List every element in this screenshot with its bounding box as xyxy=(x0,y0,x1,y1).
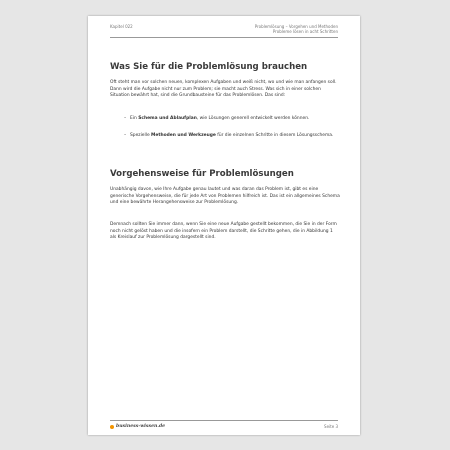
document-page xyxy=(88,16,360,435)
bullet-item xyxy=(124,116,340,123)
header-chapter: Kapitel 022 xyxy=(110,24,133,29)
page-number: Seite 3 xyxy=(324,424,338,429)
footer-logo xyxy=(110,424,165,429)
section2-paragraph: Demnach sollten Sie immer dann, wenn Sie eine neue Aufgabe gestellt bekommen, die Sie in der Form noch nicht gelöst haben und die insofern ein Problem darstellt, die Schritte gehen, die in Abbildung 1 als Kreislauf zur Problemlösung dargestellt sind. xyxy=(110,222,337,241)
header-title-line1: Problemlösung – Vorgehen und Methoden xyxy=(254,24,338,29)
logo-dot-icon xyxy=(110,425,114,429)
section2-paragraph: Unabhängig davon, wie Ihre Aufgabe genau lautet und was daran das Problem ist, gibt es eine generische Vorgehensweise, die für jede Art von Problemen hilfreich ist. Das ist ein allgemeines Schema und eine bewährte Herangehensweise zur Problemlösung. xyxy=(110,187,340,206)
bullet-text: Spezielle xyxy=(130,133,152,138)
header-title xyxy=(255,24,338,34)
section1-heading: Was Sie für die Problemlösung brauchen xyxy=(110,62,308,72)
footer-divider xyxy=(110,420,338,421)
logo-text: business-wissen.de xyxy=(116,424,166,429)
bullet-text: , wie Lösungen generell entwickelt werden können. xyxy=(196,116,310,121)
bullet-item xyxy=(124,133,340,140)
header-title-line2: Probleme lösen in acht Schritten xyxy=(272,29,338,35)
bullet-bold: Methoden und Werkzeuge xyxy=(151,133,216,138)
section1-paragraph: Oft steht man vor solchen neuen, komplexen Aufgaben und weiß nicht, wo und wie man anfangen soll. Dann wird die Aufgabe nicht nur zum Problem; sie macht auch Stress. Was sich in einer solchen Situation bewährt hat, sind die Grundbausteine für das Problemlösen. Das sind: xyxy=(110,80,337,99)
bullet-bold: Schema und Ablaufplan xyxy=(138,116,197,121)
bullet-text: Ein xyxy=(130,116,139,121)
bullet-text: für die einzelnen Schritte in diesem Lösungsschema. xyxy=(215,133,334,138)
bullet-dash: – xyxy=(124,116,127,121)
header-divider xyxy=(110,37,338,38)
bullet-dash: – xyxy=(124,133,127,138)
section2-heading: Vorgehensweise für Problemlösungen xyxy=(110,169,294,179)
